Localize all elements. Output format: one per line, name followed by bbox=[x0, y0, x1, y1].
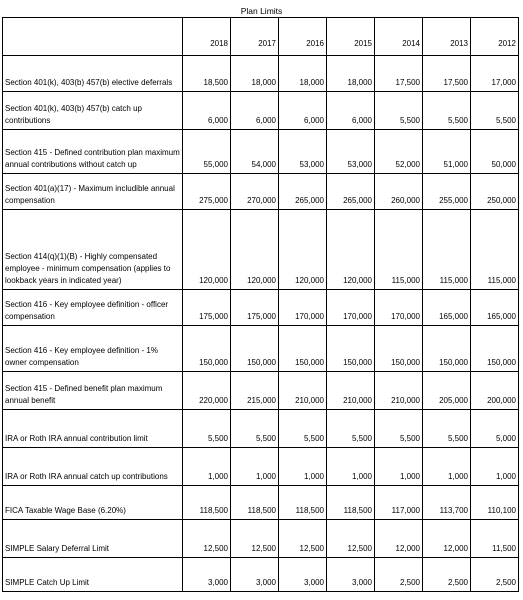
row-label: Section 416 - Key employee definition - 1% owner compensation bbox=[3, 326, 183, 372]
value-cell: 1,000 bbox=[423, 448, 471, 486]
value-cell: 120,000 bbox=[231, 210, 279, 290]
value-cell: 1,000 bbox=[183, 448, 231, 486]
value-cell: 54,000 bbox=[231, 130, 279, 174]
value-cell: 270,000 bbox=[231, 174, 279, 210]
value-cell: 5,000 bbox=[471, 410, 519, 448]
row-label: Section 401(a)(17) - Maximum includible annual compensation bbox=[3, 174, 183, 210]
header-label-cell bbox=[3, 18, 183, 56]
value-cell: 55,000 bbox=[183, 130, 231, 174]
row-label: SIMPLE Salary Deferral Limit bbox=[3, 520, 183, 558]
value-cell: 12,500 bbox=[327, 520, 375, 558]
value-cell: 3,000 bbox=[231, 558, 279, 592]
table-row bbox=[3, 326, 519, 372]
year-header: 2016 bbox=[279, 18, 327, 56]
value-cell: 53,000 bbox=[327, 130, 375, 174]
value-cell: 5,500 bbox=[375, 92, 423, 130]
value-cell: 250,000 bbox=[471, 174, 519, 210]
row-label: Section 415 - Defined benefit plan maximum annual benefit bbox=[3, 372, 183, 410]
value-cell: 6,000 bbox=[231, 92, 279, 130]
value-cell: 5,500 bbox=[423, 410, 471, 448]
value-cell: 118,500 bbox=[231, 486, 279, 520]
value-cell: 3,000 bbox=[183, 558, 231, 592]
value-cell: 170,000 bbox=[375, 290, 423, 326]
value-cell: 53,000 bbox=[279, 130, 327, 174]
value-cell: 12,500 bbox=[183, 520, 231, 558]
row-label: SIMPLE Catch Up Limit bbox=[3, 558, 183, 592]
value-cell: 1,000 bbox=[327, 448, 375, 486]
year-header: 2014 bbox=[375, 18, 423, 56]
value-cell: 5,500 bbox=[231, 410, 279, 448]
value-cell: 265,000 bbox=[327, 174, 375, 210]
value-cell: 17,000 bbox=[471, 56, 519, 92]
table-row bbox=[3, 56, 519, 92]
value-cell: 50,000 bbox=[471, 130, 519, 174]
value-cell: 18,500 bbox=[183, 56, 231, 92]
row-label: Section 415 - Defined contribution plan maximum annual contributions without catch up bbox=[3, 130, 183, 174]
value-cell: 205,000 bbox=[423, 372, 471, 410]
value-cell: 210,000 bbox=[327, 372, 375, 410]
year-header: 2018 bbox=[183, 18, 231, 56]
header-row bbox=[3, 18, 519, 56]
value-cell: 150,000 bbox=[279, 326, 327, 372]
value-cell: 200,000 bbox=[471, 372, 519, 410]
value-cell: 5,500 bbox=[327, 410, 375, 448]
value-cell: 165,000 bbox=[471, 290, 519, 326]
table-row bbox=[3, 290, 519, 326]
value-cell: 150,000 bbox=[183, 326, 231, 372]
value-cell: 12,000 bbox=[375, 520, 423, 558]
table-row bbox=[3, 130, 519, 174]
value-cell: 18,000 bbox=[231, 56, 279, 92]
value-cell: 18,000 bbox=[327, 56, 375, 92]
value-cell: 113,700 bbox=[423, 486, 471, 520]
row-label: FICA Taxable Wage Base (6.20%) bbox=[3, 486, 183, 520]
value-cell: 3,000 bbox=[327, 558, 375, 592]
value-cell: 150,000 bbox=[423, 326, 471, 372]
table-row bbox=[3, 486, 519, 520]
value-cell: 2,500 bbox=[375, 558, 423, 592]
value-cell: 17,500 bbox=[375, 56, 423, 92]
value-cell: 220,000 bbox=[183, 372, 231, 410]
value-cell: 3,000 bbox=[279, 558, 327, 592]
table-row bbox=[3, 174, 519, 210]
value-cell: 1,000 bbox=[231, 448, 279, 486]
value-cell: 1,000 bbox=[375, 448, 423, 486]
value-cell: 118,500 bbox=[279, 486, 327, 520]
value-cell: 150,000 bbox=[231, 326, 279, 372]
table-row bbox=[3, 558, 519, 592]
value-cell: 6,000 bbox=[279, 92, 327, 130]
value-cell: 6,000 bbox=[183, 92, 231, 130]
year-header: 2017 bbox=[231, 18, 279, 56]
row-label: IRA or Roth IRA annual contribution limit bbox=[3, 410, 183, 448]
value-cell: 275,000 bbox=[183, 174, 231, 210]
value-cell: 1,000 bbox=[279, 448, 327, 486]
value-cell: 5,500 bbox=[183, 410, 231, 448]
value-cell: 1,000 bbox=[471, 448, 519, 486]
value-cell: 6,000 bbox=[327, 92, 375, 130]
value-cell: 52,000 bbox=[375, 130, 423, 174]
value-cell: 165,000 bbox=[423, 290, 471, 326]
plan-limits-table bbox=[2, 17, 519, 592]
value-cell: 215,000 bbox=[231, 372, 279, 410]
value-cell: 175,000 bbox=[183, 290, 231, 326]
value-cell: 51,000 bbox=[423, 130, 471, 174]
value-cell: 120,000 bbox=[183, 210, 231, 290]
value-cell: 18,000 bbox=[279, 56, 327, 92]
year-header: 2015 bbox=[327, 18, 375, 56]
value-cell: 265,000 bbox=[279, 174, 327, 210]
value-cell: 118,500 bbox=[327, 486, 375, 520]
value-cell: 5,500 bbox=[375, 410, 423, 448]
table-row bbox=[3, 410, 519, 448]
table-row bbox=[3, 448, 519, 486]
row-label: IRA or Roth IRA annual catch up contributions bbox=[3, 448, 183, 486]
value-cell: 5,500 bbox=[279, 410, 327, 448]
value-cell: 12,000 bbox=[423, 520, 471, 558]
row-label: Section 414(q)(1)(B) - Highly compensated employee - minimum compensation (applies to lookback years in indicated year) bbox=[3, 210, 183, 290]
value-cell: 17,500 bbox=[423, 56, 471, 92]
value-cell: 118,500 bbox=[183, 486, 231, 520]
value-cell: 170,000 bbox=[279, 290, 327, 326]
value-cell: 210,000 bbox=[375, 372, 423, 410]
value-cell: 2,500 bbox=[471, 558, 519, 592]
value-cell: 115,000 bbox=[423, 210, 471, 290]
table-row bbox=[3, 92, 519, 130]
table-row bbox=[3, 210, 519, 290]
value-cell: 150,000 bbox=[471, 326, 519, 372]
value-cell: 2,500 bbox=[423, 558, 471, 592]
value-cell: 175,000 bbox=[231, 290, 279, 326]
value-cell: 260,000 bbox=[375, 174, 423, 210]
value-cell: 170,000 bbox=[327, 290, 375, 326]
year-header: 2013 bbox=[423, 18, 471, 56]
value-cell: 210,000 bbox=[279, 372, 327, 410]
row-label: Section 416 - Key employee definition - officer compensation bbox=[3, 290, 183, 326]
value-cell: 150,000 bbox=[375, 326, 423, 372]
year-header: 2012 bbox=[471, 18, 519, 56]
value-cell: 255,000 bbox=[423, 174, 471, 210]
value-cell: 120,000 bbox=[327, 210, 375, 290]
value-cell: 12,500 bbox=[231, 520, 279, 558]
table-row bbox=[3, 372, 519, 410]
value-cell: 5,500 bbox=[423, 92, 471, 130]
table-row bbox=[3, 520, 519, 558]
value-cell: 11,500 bbox=[471, 520, 519, 558]
value-cell: 115,000 bbox=[471, 210, 519, 290]
value-cell: 120,000 bbox=[279, 210, 327, 290]
value-cell: 110,100 bbox=[471, 486, 519, 520]
value-cell: 115,000 bbox=[375, 210, 423, 290]
value-cell: 5,500 bbox=[471, 92, 519, 130]
page-title: Plan Limits bbox=[240, 6, 283, 16]
row-label: Section 401(k), 403(b) 457(b) catch up contributions bbox=[3, 92, 183, 130]
value-cell: 117,000 bbox=[375, 486, 423, 520]
row-label: Section 401(k), 403(b) 457(b) elective deferrals bbox=[3, 56, 183, 92]
value-cell: 12,500 bbox=[279, 520, 327, 558]
value-cell: 150,000 bbox=[327, 326, 375, 372]
